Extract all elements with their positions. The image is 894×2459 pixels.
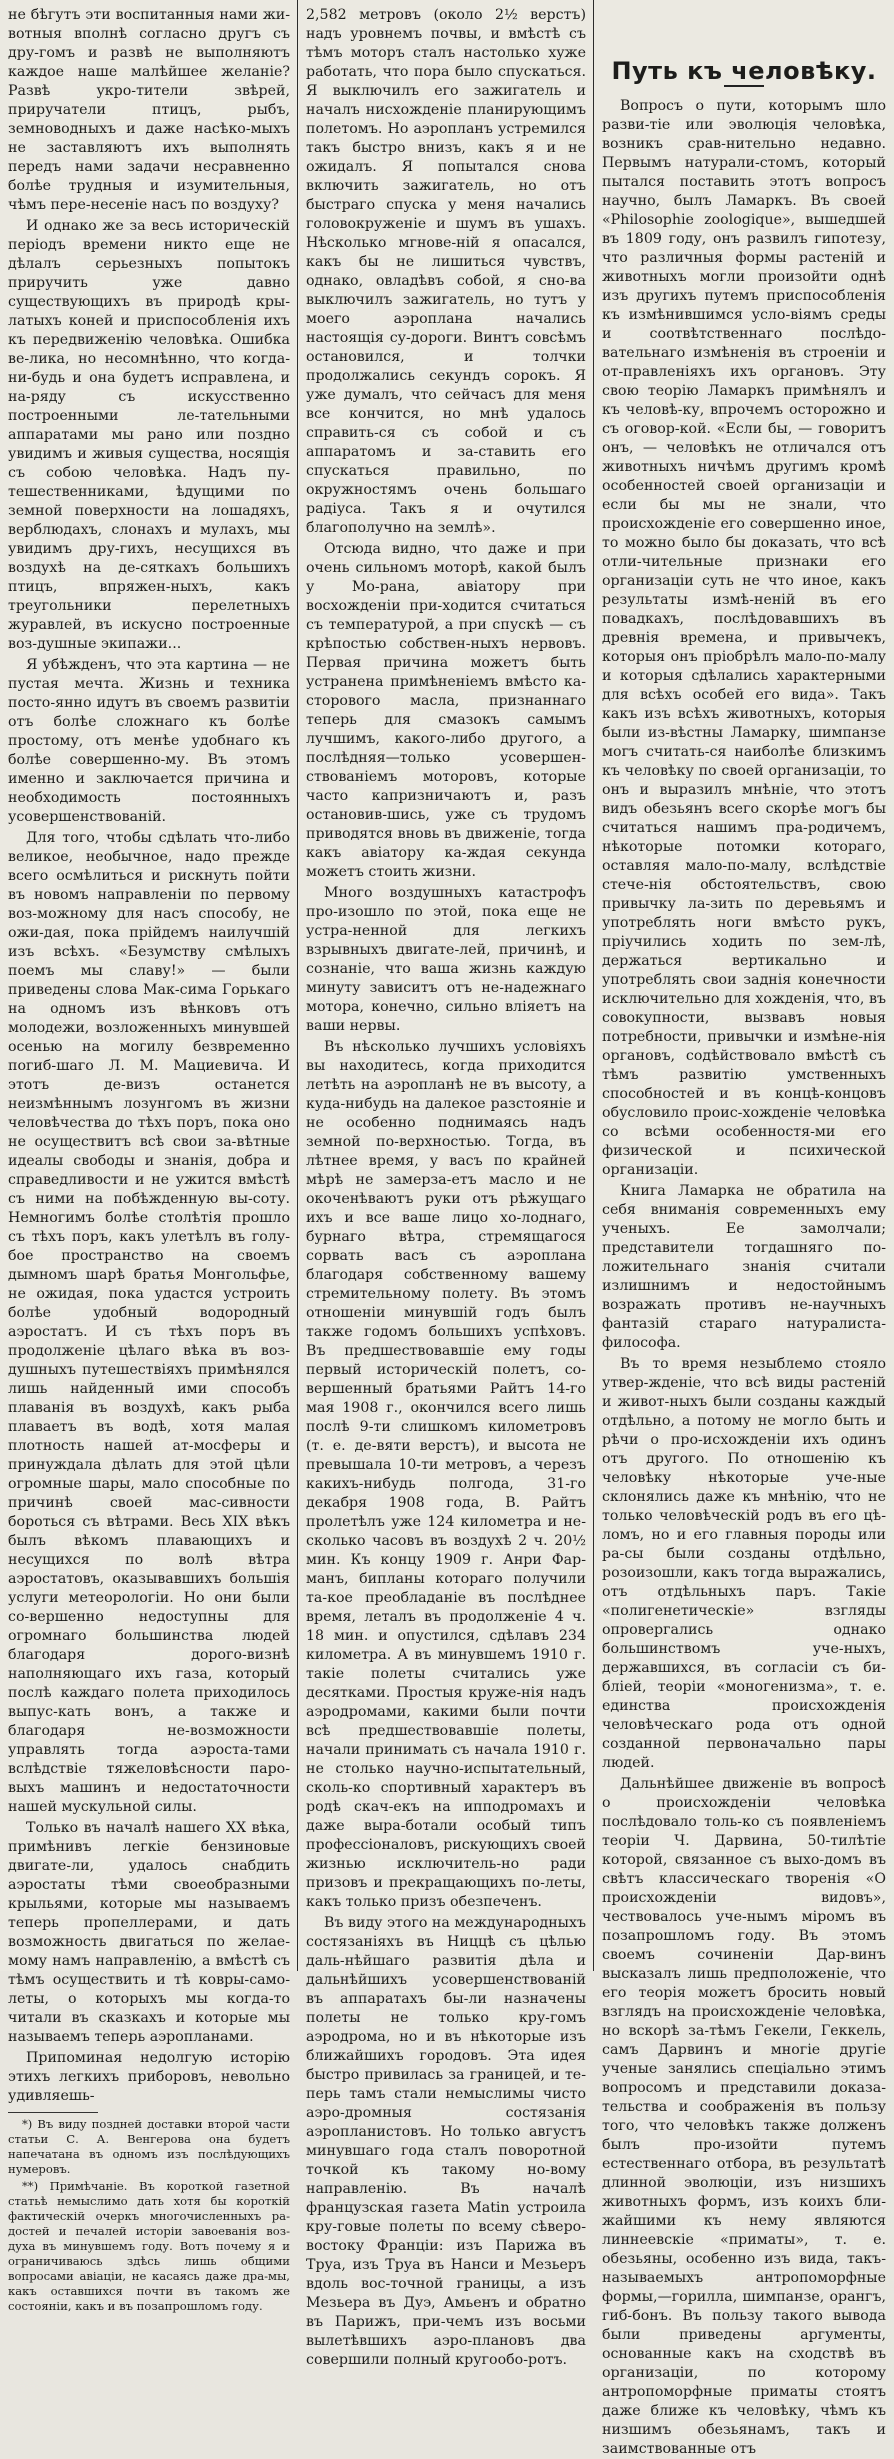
footnote-2: **) Примѣчаніе. Въ короткой газетной статьѣ немыслимо дать хотя бы короткій фактическій очеркъ многочисленныхъ ра-достей и печалей исторіи завоеванія воз-духа въ минувшемъ году. Вотъ почему я и ограничиваюсь здѣсь лишь общими вопросами авіаціи, не касаясь даже дра-мы, какъ оставшихся почти въ такомъ же состояніи, какъ и въ позапрошломъ году. (8, 2179, 290, 2313)
col1-paragraph-2: И однако же за весь историческій періодъ времени никто еще не дѣлалъ серьезныхъ попытокъ приручить уже давно существующихъ въ природѣ кры-латыхъ коней и приспособленія ихъ къ передвиженію человѣка. Ошибка ве-лика, но несомнѣнно, что когда-ни-будь и она будетъ исправлена, и на-ряду съ искусственно построенными ле-тательными аппаратами мы рано или поздно увидимъ и живыя существа, носящія съ собою человѣка. Надъ пу-тешественниками, ѣдущими по земной поверхности на лошадяхъ, верблюдахъ, слонахъ и мулахъ, мы увидимъ дру-гихъ, несущихся въ воздухѣ на де-сяткахъ большихъ птицъ, впряжен-ныхъ, какъ треугольники перелетныхъ журавлей, въ искусно построенные воз-душные экипажи... (8, 218, 290, 652)
col1-paragraph-4: Для того, чтобы сдѣлать что-либо великое, необычное, надо прежде всего осмѣлиться и рискнуть пойти въ новомъ направленіи по первому воз-можному для насъ способу, не ожи-дая, пока прійдемъ наилучшій изъ всѣхъ. «Безумству смѣлыхъ поемъ мы славу!» — были приведены слова Мак-сима Горькаго на одномъ изъ вѣнковъ отъ молодежи, возложенныхъ минувшей осенью на могилу безвременно погиб-шаго Л. М. Мациевича. И этотъ де-визъ останется неизмѣннымъ лозунгомъ въ жизни человѣчества до тѣхъ поръ, пока оно не осуществитъ всѣ свои за-вѣтные идеалы свободы и знанія, добра и справедливости и не ужится вмѣстѣ съ ними на побѣжденную вы-соту. Немногимъ болѣе столѣтія прошло съ тѣхъ поръ, какъ улетѣлъ въ голу-бое пространство на своемъ дымномъ шарѣ братья Монгольфье, не ожидая, пока удастся устроить болѣе удобный водородный аэростатъ. И съ тѣхъ поръ въ продолженіе цѣлаго вѣка въ воз-душныхъ путешествіяхъ примѣнялся лишь найденный ими способъ плаванія въ воздухѣ, какъ рыба плаваетъ въ водѣ, хотя малая плотность нашей ат-мосферы и принуждала дѣлать для этой цѣли огромные шары, мало способные по причинѣ своей мас-сивности бороться съ вѣтрами. Весь XIX вѣкъ былъ вѣкомъ плавающихъ и несущихся по волѣ вѣтра аэростатовъ, оказывавшихъ большія услуги метеорологіи. Но они были со-вершенно недоступны для огромнаго большинства людей благодаря дорого-визнѣ наполняющаго ихъ газа, который послѣ каждаго полета приходилось выпус-кать вонъ, а также и благодаря не-возможности управлять тогда аэроста-тами вслѣдствіе тяжеловѣсности паро-выхъ машинъ и недостаточности нашей мускульной силы. (8, 830, 290, 1815)
col1-paragraph-3: Я убѣжденъ, что эта картина — не пустая мечта. Жизнь и техника посто-янно идутъ въ своемъ развитіи отъ болѣе сложнаго къ болѣе простому, отъ менѣе удобнаго къ болѣе совершенно-му. Въ этомъ именно и заключается причина и необходимость постоянныхъ усовершенствованій. (8, 657, 290, 825)
col3-paragraph-1: Вопросъ о пути, которымъ шло разви-тіе или эволюція человѣка, возникъ срав-нительно недавно. Первымъ натурали-стомъ, который пытался поставить этотъ вопросъ научно, былъ Ламаркъ. Въ своей «Philosophie zoologique», вышедшей въ 1809 году, онъ развилъ гипотезу, что различныя формы растеній и животныхъ могли произойти однѣ изъ другихъ путемъ приспособленія къ измѣнившимся усло-віямъ среды и соотвѣтственнаго послѣдо-вательнаго измѣненія въ строеніи и от-правленіяхъ ихъ органовъ. Эту свою теорію Ламаркъ примѣнялъ и къ человѣ-ку, впрочемъ осторожно и съ оговор-кой. «Если бы, — говоритъ онъ, — человѣкъ не отличался отъ животныхъ ничѣмъ другимъ кромѣ особенностей своей организаціи и если бы мы не знали, что происхожденіе его совершенно иное, то можно было бы доказать, что всѣ отли-чительные признаки его организаціи суть не что иное, какъ результаты измѣ-неній въ его повадкахъ, послѣдовавшихъ въ древнія времена, и привычекъ, которыя онъ пріобрѣлъ мало-по-малу и которыя сдѣлались характерными для всѣхъ особей его вида». Такъ какъ изъ всѣхъ животныхъ, которыя были из-вѣстны Ламарку, шимпанзе могъ считать-ся наиболѣе близкимъ къ человѣку по своей организаціи, то онъ и выразилъ мнѣніе, что этотъ видъ обезьянъ всего скорѣе могъ бы считаться нашимъ пра-родичемъ, нѣкоторые потомки котораго, оставляя мало-по-малу, вслѣдствіе стече-нія обстоятельствъ, свою привычку ла-зить по деревьямъ и употреблять ноги вмѣсто рукъ, пріучились ходить по зем-лѣ, держаться вертикально и употреблять свои заднія конечности исключительно для хожденія, что, въ совокупности, вызвавъ новыя потребности, привычки и измѣне-нія органовъ, содѣйствовало вмѣстѣ съ тѣмъ развитію умственныхъ способностей и въ концѣ-концовъ обусловило проис-хожденіе человѣка со всѣми особенностя-ми его физической и психической организаціи. (602, 98, 886, 1178)
col1-paragraph-1: не бѣгутъ эти воспитанныя нами жи-вотныя вполнѣ согласно другъ съ дру-гомъ и развѣ не выполняютъ каждое наше малѣйшее желаніе? Развѣ укро-тители звѣрей, приручатели птицъ, рыбъ, земноводныхъ и даже насѣко-мыхъ не заставляютъ ихъ выполнять передъ нами задачи несравненно болѣе трудныя и изумительныя, чѣмъ пере-несеніе насъ по воздуху? (8, 7, 290, 213)
col1-paragraph-6: Припоминая недолгую исторію этихъ легкихъ приборовъ, невольно удивляешь- (8, 2050, 290, 2104)
column-3 (594, 0, 894, 2457)
article-title: Путь къ человѣку. (611, 57, 877, 85)
col3-paragraph-2: Книга Ламарка не обратила на себя вниманія современныхъ ему ученыхъ. Ее замолчали; представители тогдашняго по-ложительнаго знанія считали излишнимъ и недостойнымъ возражать противъ не-научныхъ фантазій стараго натуралиста-философа. (602, 1183, 886, 1351)
col3-paragraph-4: Дальнѣйшее движеніе въ вопросѣ о происхожденіи человѣка послѣдовало толь-ко съ появленіемъ теоріи Ч. Дарвина, 50-тилѣтіе которой, связанное съ выхо-домъ въ свѣтъ классическаго творенія «О происхожденіи видовъ», чествовалось уче-нымъ міромъ въ позапрошломъ году. Въ этомъ своемъ сочиненіи Дар-винъ высказалъ лишь предположеніе, что его теорія можетъ бросить новый взглядъ на происхожденіе человѣка, но вскорѣ за-тѣмъ Гекели, Геккель, самъ Дарвинъ и многіе другіе ученые занялись спеціально этимъ вопросомъ и представили доказа-тельства и соображенія въ пользу того, что человѣкъ также долженъ былъ про-изойти путемъ естественнаго отбора, въ результатѣ длинной эволюціи, изъ низшихъ животныхъ формъ, изъ коихъ бли-жайшими къ нему являются линнеевскіе «приматы», т. е. обезьяны, особенно изъ вида, такъ-называемыхъ антропоморфные формы,—горилла, шимпанзе, орангъ, гиб-бонъ. Въ пользу такого вывода были приведены аргументы, основанные какъ на сходствѣ въ организаціи, по которому антропоморфные приматы стоятъ даже ближе къ человѣку, чѣмъ къ низшимъ обезьянамъ, такъ и заимствованные отъ (602, 1776, 886, 2457)
col2-paragraph-2: Отсюда видно, что даже и при очень сильномъ моторѣ, какой былъ у Мо-рана, авіатору при восхожденіи при-ходится считаться съ температурой, а при спускѣ — съ крѣпостью собствен-ныхъ нервовъ. Первая причина можетъ быть устранена примѣненіемъ вмѣсто ка-сторового масла, признаннаго теперь для смазокъ самымъ лучшимъ, какого-либо другого, а послѣдняя—только усовершен-ствованіемъ моторовъ, которые часто капризничаютъ и, разъ остановив-шись, уже съ трудомъ приводятся вновь въ движеніе, тогда какъ авіатору ка-ждая секунда можетъ стоить жизни. (306, 541, 586, 880)
footnote-separator (8, 2112, 98, 2113)
col1-paragraph-5: Только въ началѣ нашего XX вѣка, примѣнивъ легкіе бензиновые двигате-ли, удалось снабдить аэростаты тѣми своеобразными крыльями, которые мы называемъ теперь пропеллерами, и дать возможность двигаться по желае-мому намъ направленію, а вмѣстѣ съ тѣмъ осуществить и тѣ ковры-само-леты, о которыхъ мы когда-то читали въ сказкахъ и которые мы называемъ теперь аэропланами. (8, 1820, 290, 2045)
col2-paragraph-3: Много воздушныхъ катастрофъ про-изошло по этой, пока еще не устра-ненной для легкихъ взрывныхъ двигате-лей, причинѣ, и сознаніе, что ваша жизнь каждую минуту зависитъ отъ не-надежнаго мотора, конечно, сильно вліяетъ на ваши нервы. (306, 885, 586, 1034)
col2-paragraph-5: Въ виду этого на международныхъ состязаніяхъ въ Ниццѣ съ цѣлью даль-нѣйшаго развитія дѣла и дальнѣйшихъ усовершенствованій въ аппаратахъ бы-ли назначены полеты не только кру-гомъ аэродрома, но и въ нѣкоторые изъ ближайшихъ городовъ. Эта идея быстро привилась за границей, и те-перь тамъ стали немыслимы чисто аэро-дромныя состязанія аэропланистовъ. Но только августъ минувшаго года сталъ поворотной точкой къ такому но-вому направленію. Въ началѣ французская газета Matin устроила кру-говые полеты по всему сѣверо-востоку Франціи: изъ Парижа въ Труа, изъ Труа въ Нанси и Мезьеръ вдоль вос-точной границы, а изъ Мезьера въ Дуэ, Амьенъ и обратно въ Парижъ, при-чемъ изъ восьми вылетѣвшихъ аэро-плановъ два совершили полный кругообо-ротъ. (306, 1915, 586, 2368)
title-dash (724, 85, 764, 87)
col2-paragraph-1: 2,582 метровъ (около 2½ верстъ) надъ уровнемъ почвы, и вмѣстѣ съ тѣмъ моторъ сталъ настолько хуже работать, что пора было спускаться. Я выключилъ его зажигатель и началъ нисхожденіе планирующимъ полетомъ. Но аэропланъ устремился такъ быстро внизъ, какъ я и не ожидалъ. Я попытался снова включить зажигатель, но отъ быстраго спуска у меня начались головокруженіе и шумъ въ ушахъ. Нѣсколько мгнове-ній я опасался, какъ бы не лишиться чувствъ, однако, овладѣвъ собой, я сно-ва выключилъ зажигатель, но тутъ у моего аэроплана начались настоящія су-дороги. Винтъ совсѣмъ остановился, и толчки продолжались секундъ сорокъ. Я уже думалъ, что сейчасъ для меня все кончится, но мнѣ удалось справить-ся съ собой и съ аппаратомъ и за-ставить его спускаться правильно, по окружностямъ очень большаго радіуса. Такъ я и очутился благополучно на землѣ». (306, 7, 586, 536)
column-2 (298, 0, 594, 2368)
col2-paragraph-4: Въ нѣсколько лучшихъ условіяхъ вы находитесь, когда приходится летѣть на аэропланѣ не въ высоту, а куда-нибудь на далекое разстояніе и не особенно поднимаясь надъ земной по-верхностью. Тогда, въ лѣтнее время, у васъ по крайней мѣрѣ не замерза-етъ масло и не окоченѣваютъ руки отъ рѣжущаго ихъ и все ваше лицо хо-лоднаго, бурнаго вѣтра, стремящагося сорвать васъ съ аэроплана благодаря собственному вашему стремительному полету. Въ этомъ отношеніи минувшій годъ былъ также годомъ большихъ успѣховъ. Въ предшествовавшіе ему годы первый историческій полетъ, со-вершенный братьями Райтъ 14-го мая 1908 г., окончился всего лишь послѣ 9-ти слишкомъ километровъ (т. е. де-вяти верстъ), и высота не превышала 10-ти метровъ, а черезъ какихъ-нибудь полгода, 31-го декабря 1908 года, В. Райтъ пролетѣлъ уже 124 километра и не-сколько часовъ въ воздухѣ 2 ч. 20½ мин. Къ концу 1909 г. Анри Фар-манъ, бипланы котораго получили та-кое преобладаніе въ послѣднее время, леталъ въ продолженіе 4 ч. 18 мин. и опустился, сдѣлавъ 234 километра. А въ минувшемъ 1910 г. такіе полеты считались уже десятками. Простыя круже-нія надъ аэродромами, какими были почти всѣ предшествовавшіе полеты, начали принимать съ начала 1910 г. не столько научно-испытательный, сколь-ко спортивный характеръ въ родѣ скач-екъ на ипподромахъ и даже выра-ботали особый типъ профессіоналовъ, рискующихъ своей жизнью исключитель-но ради призовъ и прекращающихъ по-леты, какъ только призъ обезпеченъ. (306, 1039, 586, 1910)
footnotes (8, 2117, 290, 2314)
column-1 (0, 0, 298, 2313)
col3-paragraph-3: Въ то время незыблемо стояло утвер-жденіе, что всѣ виды растеній и живот-ныхъ были созданы каждый отдѣльно, а потому не могло быть и рѣчи о про-исхожденіи ихъ одинъ отъ другого. По отношенію къ человѣку нѣкоторые уче-ные склонялись даже къ мнѣнію, что не только человѣческій родъ въ его цѣ-ломъ, но и его главныя породы или ра-сы были созданы отдѣльно, розоизошли, какъ тогда выражались, отъ отдѣльныхъ паръ. Такіе «полигенетическіе» взгляды опровергались однако большинствомъ уче-ныхъ, державшихся, въ согласіи съ би-бліей, теоріи «моногенизма», т. е. единства происхожденія человѣческаго рода отъ одной созданной первоначально пары людей. (602, 1356, 886, 1771)
footnote-1: *) Въ виду поздней доставки второй части статьи С. А. Венгерова она будетъ напечатана въ одномъ изъ послѣдующихъ нумеровъ. (8, 2117, 290, 2176)
